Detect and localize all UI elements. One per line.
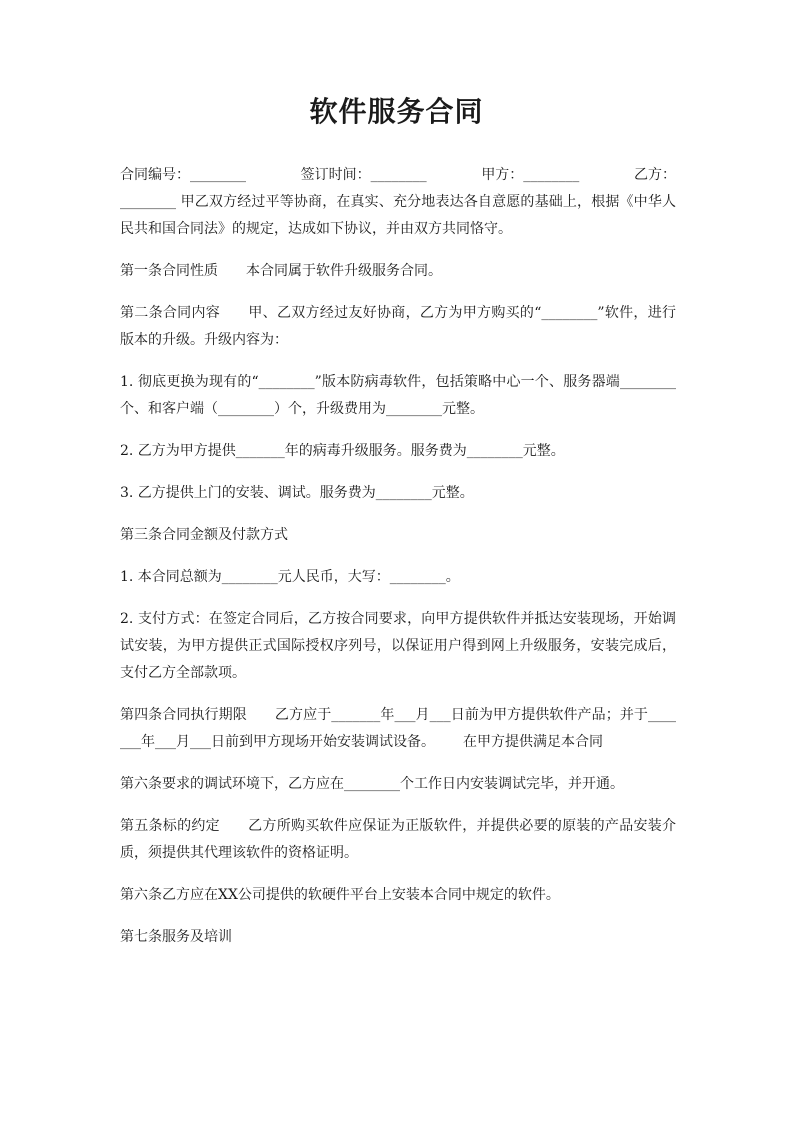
article-4-body: 乙方应于_______年___月___日前为甲方提供软件产品；并于_______年___月___日前到甲方现场开始安装调试设备。: [120, 707, 677, 750]
article-2-body: 甲、乙双方经过友好协商，乙方为甲方购买的“________”软件，进行版本的升级。升级内容为：: [120, 305, 676, 348]
article-2-item-3: 3. 乙方提供上门的安装、调试。服务费为________元整。: [120, 485, 474, 501]
article-5: [120, 813, 676, 867]
article-4-title: 第四条合同执行期限: [120, 707, 247, 723]
article-5-body: 乙方所购买软件应保证为正版软件，并提供必要的原装的产品安装介质，须提供其代理该软件的资格证明。: [120, 818, 677, 861]
preamble-paragraph: ________ 甲乙双方经过平等协商，在真实、充分地表达各自意愿的基础上，根据《中华人民共和国合同法》的规定，达成如下协议，并由双方共同恪守。: [120, 194, 676, 237]
article-2: [120, 300, 676, 354]
article-1-title: 第一条合同性质: [120, 263, 218, 279]
party-b-field: 乙方：: [633, 167, 676, 183]
article-3-item-1: 1. 本合同总额为________元人民币，大写：________。: [120, 569, 460, 585]
article-6-condition: 第六条要求的调试环境下，乙方应在________个工作日内安装调试完毕，并开通。: [120, 776, 624, 792]
party-a-field: 甲方：________: [481, 167, 580, 183]
article-5-title: 第五条标的约定: [120, 818, 220, 834]
document-body: [120, 162, 676, 966]
contract-number-field: 合同编号：________: [120, 167, 246, 183]
document-title: 软件服务合同: [309, 95, 484, 128]
article-3-item-2: 2. 支付方式：在签定合同后，乙方按合同要求，向甲方提供软件并抵达安装现场，开始调试安装，为甲方提供正式国际授权序列号，以保证用户得到网上升级服务，安装完成后，支付乙方全部款项。: [120, 611, 676, 681]
sign-time-field: 签订时间：________: [300, 167, 427, 183]
article-2-title: 第二条合同内容: [120, 305, 221, 321]
article-4-tail: 在甲方提供满足本合同: [463, 734, 603, 750]
article-2-item-2: 2. 乙方为甲方提供_______年的病毒升级服务。服务费为________元整。: [120, 443, 565, 459]
article-4: [120, 702, 676, 756]
article-3-title: 第三条合同金额及付款方式: [120, 527, 288, 543]
article-2-item-1: 1. 彻底更换为现有的“________”版本防病毒软件，包括策略中心一个、服务器端________个、和客户端（________）个，升级费用为________元整。: [120, 374, 676, 417]
contract-meta-line: [120, 162, 676, 189]
article-6: 第六条乙方应在XX公司提供的软硬件平台上安装本合同中规定的软件。: [120, 887, 560, 903]
article-7-title: 第七条服务及培训: [120, 929, 232, 945]
article-1: [120, 258, 676, 285]
article-1-body: 本合同属于软件升级服务合同。: [246, 263, 442, 279]
